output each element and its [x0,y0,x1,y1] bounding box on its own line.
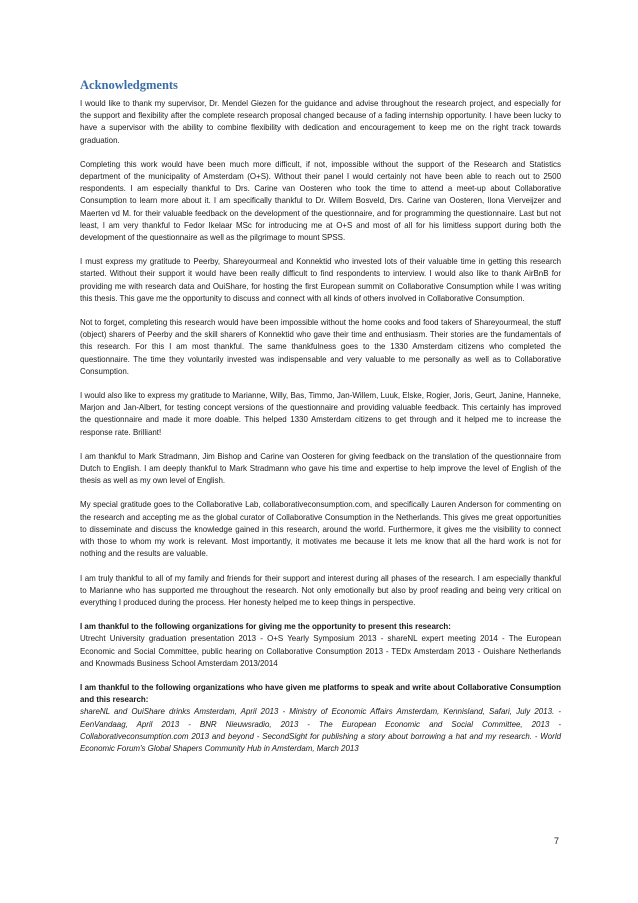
paragraph-research-statistics: Completing this work would have been much more difficult, if not, impossible without the support of the Research and Statistics department of the municipality of Amsterdam (O+S). Without their panel I would certainly not have been able to reach out to 2500 respondents. I am especially thankful to Drs. Carine van Oosteren who took the time to attend a meet-up about Collaborative Consumption to learn more about it. I am specifically thankful to Dr. Willem Bosveld, Drs. Carine van Oosteren, Ilona Vierveijzer and Maerten vd M. for their valuable feedback on the development of the questionnaire, and for programming the questionnaire. Last but not least, I am very thankful to Fedor Ikelaar MSc for introducing me at O+S and most of all for his limitless support during both the development of the questionnaire as well as the pilgrimage to mount SPSS. [80,159,561,243]
presentation-list: Utrecht University graduation presentation 2013 - O+S Yearly Symposium 2013 - shareNL expert meeting 2014 - The European Economic and Social Committee, public hearing on Collaborative Consumption 2013 - TEDx Amsterdam 2013 - Ouishare Netherlands and Knowmads Business School Amsterdam 2013/2014 [80,634,561,668]
paragraph-supervisor: I would like to thank my supervisor, Dr. Mendel Giezen for the guidance and advise throughout the research project, and especially for the support and flexibility after the complete research proposal changed because of a fading internship opportunity. I have been lucky to have a supervisor with the ability to combine flexibility with dedication and encouragement to keep me on the right track towards graduation. [80,99,561,145]
paragraph-platforms: I must express my gratitude to Peerby, Shareyourmeal and Konnektid who invested lots of their valuable time in getting this research started. Without their support it would have been really difficult to find respondents to interview. I would also like to thank AirBnB for providing me with research data and OuiShare, for hosting the first European summit on Collaborative Consumption while I was writing this thesis. This gave me the opportunity to discuss and connect with all kinds of others involved in Collaborative Consumption. [80,257,561,303]
platform-heading: I am thankful to the following organizations who have given me platforms to speak and write about Collaborative Consumption and this research: [80,682,561,705]
presentation-heading: I am thankful to the following organizations for giving me the opportunity to present this research: [80,622,451,632]
platform-list: shareNL and OuiShare drinks Amsterdam, April 2013 - Ministry of Economic Affairs Amsterdam, Kennisland, Safari, July 2013. - EenVandaag, April 2013 - BNR Nieuwsradio, 2013 - The European Economic and Social Committee, 2013 - Collaborativeconsumption.com 2013 and beyond - SecondSight for publishing a story about borrowing a hat and my research. - World Economic Forum's Global Shapers Community Hub in Amsterdam, March 2013 [80,707,561,753]
paragraph-testers: I would also like to express my gratitude to Marianne, Willy, Bas, Timmo, Jan-Willem, Luuk, Elske, Rogier, Joris, Geurt, Janine, Hanneke, Marjon and Jan-Albert, for testing concept versions of the questionnaire and providing valuable feedback. This certainly has improved the questionnaire and made it more doable. This helped 1330 Amsterdam citizens to get through and it helped me to increase the response rate. Brilliant! [80,391,561,437]
paragraph-participants: Not to forget, completing this research would have been impossible without the home cooks and food takers of Shareyourmeal, the stuff (object) sharers of Peerby and the skill sharers of Konnektid who gave their time and enthusiasm. Their stories are the fundamentals of this research. For this I am most thankful. The same thankfulness goes to the 1330 Amsterdam citizens who completed the questionnaire. The time they voluntarily invested was indispensable and very valuable to me personally as well as to Collaborative Consumption. [80,318,561,376]
section-heading: Acknowledgments [80,78,178,92]
paragraph-family: I am truly thankful to all of my family and friends for their support and interest during all phases of the research. I am especially thankful to Marianne who has supported me throughout the research. Not only emotionally but also by proof reading and being very critical on everything I produced during the process. Her honesty helped me to keep things in perspective. [80,573,561,607]
paragraph-collaborative-lab: My special gratitude goes to the Collaborative Lab, collaborativeconsumption.com, and specifically Lauren Anderson for commenting on the research and accepting me as the global curator of Collaborative Consumption in the Netherlands. This gives me great opportunities to disseminate and discuss the knowledge gained in this research, around the world. Furthermore, it gives me the visibility to connect with those to whom my work is relevant. Most importantly, it motivates me because it lets me know that all the hard work is not for nothing and the results are valuable. [80,500,561,559]
page-number: 7 [553,836,559,846]
paragraph-translation: I am thankful to Mark Stradmann, Jim Bishop and Carine van Oosteren for giving feedback on the translation of the questionnaire from Dutch to English. I am deeply thankful to Mark Stradmann who gave his time and expertise to help improve the level of English of the thesis as well as my own level of English. [80,451,561,486]
